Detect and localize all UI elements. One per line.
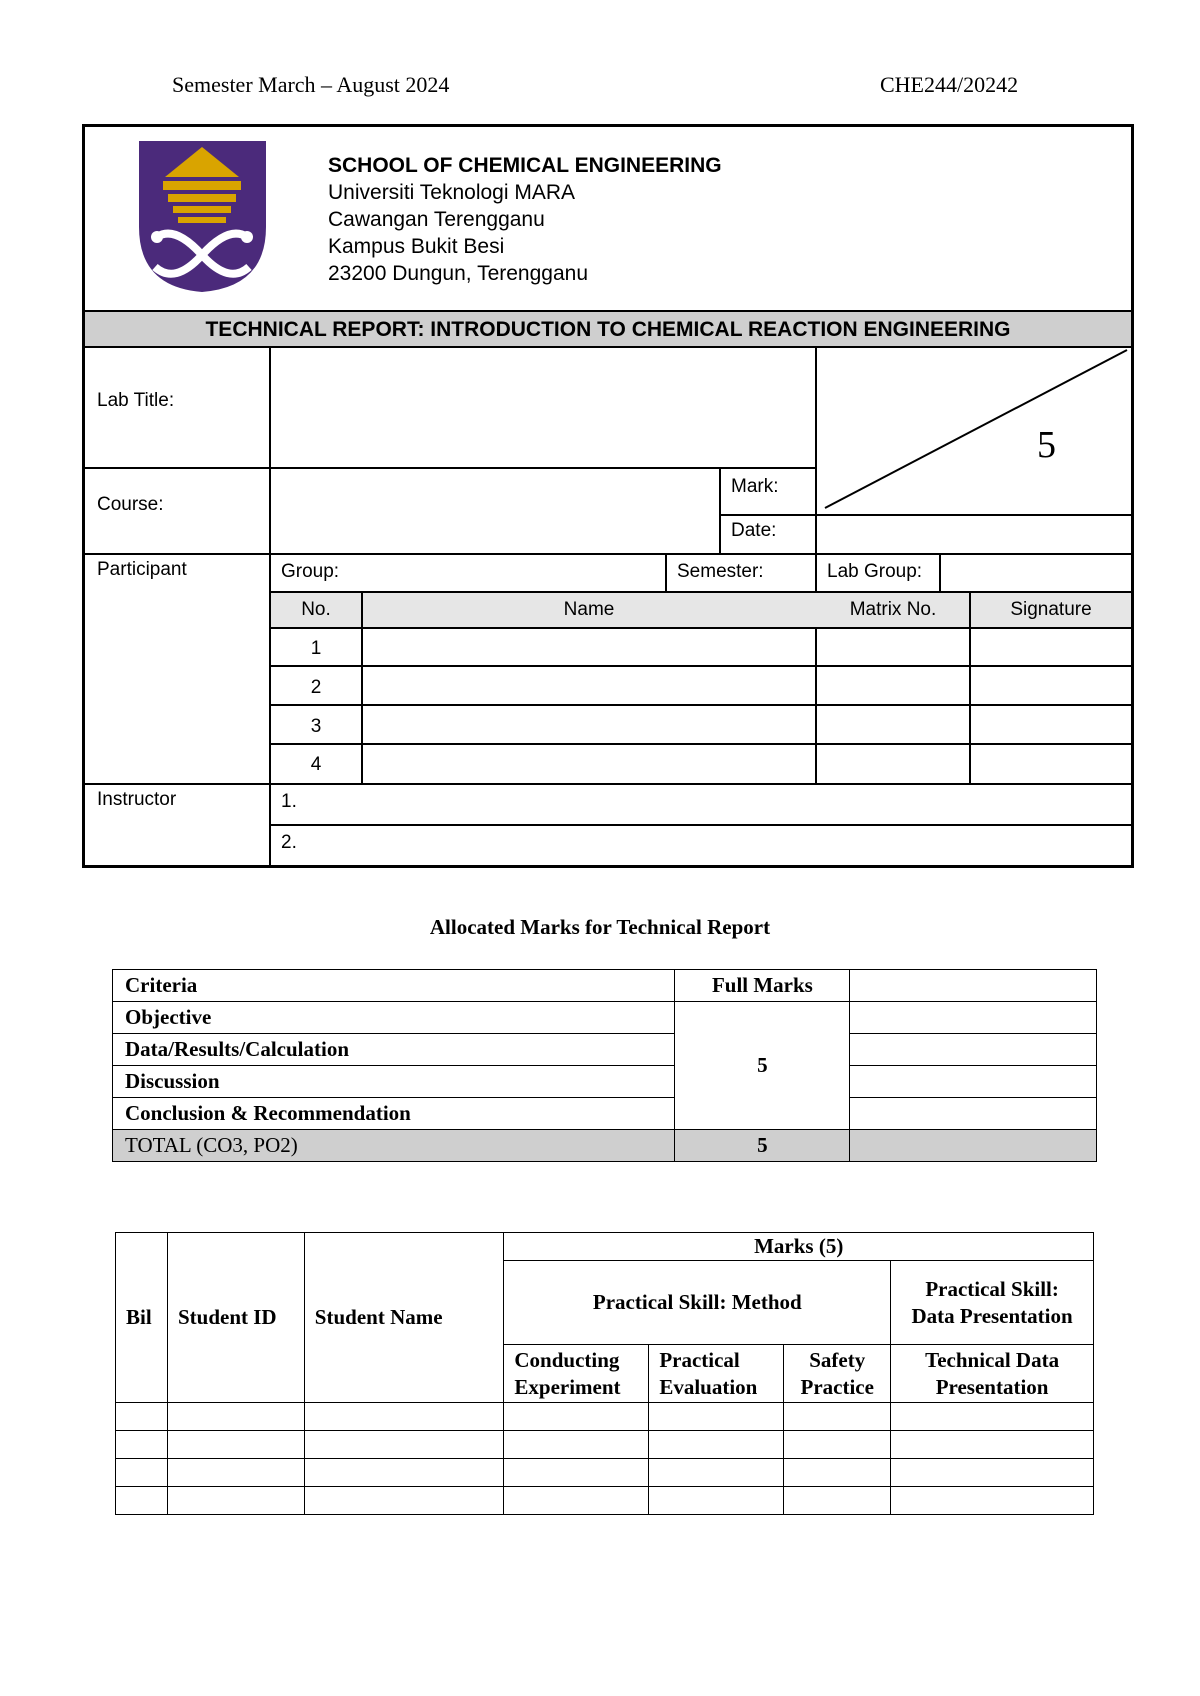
- date-label: Date:: [731, 520, 777, 541]
- cell[interactable]: [116, 1403, 168, 1431]
- criteria-item: Discussion: [113, 1066, 675, 1098]
- criteria-item: Objective: [113, 1002, 675, 1034]
- cell[interactable]: [504, 1487, 649, 1515]
- course-label: Course:: [97, 494, 164, 515]
- semester-label: Semester:: [677, 561, 764, 582]
- cell[interactable]: [784, 1459, 891, 1487]
- lab-group-label: Lab Group:: [827, 561, 923, 582]
- cell[interactable]: [116, 1459, 168, 1487]
- report-title: TECHNICAL REPORT: INTRODUCTION TO CHEMICAL REACTION ENGINEERING: [205, 318, 1011, 341]
- student-name-header: Student Name: [304, 1233, 504, 1403]
- allocated-marks-title: Allocated Marks for Technical Report: [429, 915, 771, 939]
- cell[interactable]: [304, 1459, 504, 1487]
- instructor-2: 2.: [281, 832, 297, 853]
- full-marks-header: Full Marks: [675, 970, 850, 1002]
- safety-practice-header: Safety Practice: [784, 1345, 891, 1403]
- criteria-header: Criteria: [113, 970, 675, 1002]
- score-cell[interactable]: [850, 1002, 1097, 1034]
- cell[interactable]: [784, 1431, 891, 1459]
- school-name: SCHOOL OF CHEMICAL ENGINEERING: [328, 154, 722, 177]
- score-cell[interactable]: [850, 1034, 1097, 1066]
- cell[interactable]: [504, 1403, 649, 1431]
- student-id-header: Student ID: [167, 1233, 304, 1403]
- evaluation-table: [115, 1232, 1094, 1515]
- cell[interactable]: [891, 1403, 1094, 1431]
- lab-group-field[interactable]: [943, 557, 1129, 591]
- cell[interactable]: [304, 1403, 504, 1431]
- mark-total: 5: [1037, 424, 1056, 466]
- participant-row-no: 2: [310, 677, 322, 698]
- total-label: TOTAL (CO3, PO2): [113, 1130, 675, 1162]
- lab-report-form: [82, 124, 1134, 868]
- conducting-experiment-header: Conducting Experiment: [504, 1345, 649, 1403]
- course-code-text: CHE244/20242: [880, 72, 1019, 97]
- cell[interactable]: [116, 1431, 168, 1459]
- score-cell[interactable]: [850, 970, 1097, 1002]
- col-no-header: No.: [301, 599, 331, 620]
- mark-diagonal-line: [817, 348, 1131, 514]
- table-row: [116, 1431, 1094, 1459]
- cell[interactable]: [784, 1487, 891, 1515]
- table-row: [116, 1403, 1094, 1431]
- allocated-marks-table: [112, 969, 1097, 1162]
- cell[interactable]: [167, 1431, 304, 1459]
- criteria-item: Conclusion & Recommendation: [113, 1098, 675, 1130]
- uitm-logo: [135, 137, 270, 295]
- branch-name: Cawangan Terengganu: [328, 208, 545, 231]
- cell[interactable]: [891, 1431, 1094, 1459]
- participant-row-no: 4: [310, 754, 322, 775]
- technical-data-presentation-header: Technical Data Presentation: [891, 1345, 1094, 1403]
- lab-title-field[interactable]: [273, 350, 813, 460]
- score-cell[interactable]: [850, 1098, 1097, 1130]
- cell[interactable]: [167, 1459, 304, 1487]
- cell[interactable]: [116, 1487, 168, 1515]
- mark-label: Mark:: [731, 476, 779, 497]
- cell[interactable]: [891, 1487, 1094, 1515]
- group-label: Group:: [281, 561, 340, 582]
- cell[interactable]: [649, 1431, 784, 1459]
- col-signature-header: Signature: [1010, 599, 1092, 620]
- method-header: Practical Skill: Method: [504, 1261, 891, 1345]
- total-marks: 5: [675, 1130, 850, 1162]
- col-name-header: Name: [563, 599, 615, 620]
- bil-header: Bil: [116, 1233, 168, 1403]
- marks-header: Marks (5): [504, 1233, 1094, 1261]
- data-presentation-header: Practical Skill: Data Presentation: [891, 1261, 1094, 1345]
- participant-label: Participant: [97, 559, 187, 580]
- cell[interactable]: [304, 1487, 504, 1515]
- instructor-label: Instructor: [97, 789, 177, 810]
- cell[interactable]: [167, 1487, 304, 1515]
- criteria-item: Data/Results/Calculation: [113, 1034, 675, 1066]
- col-matrix-header: Matrix No.: [849, 599, 937, 620]
- cell[interactable]: [891, 1459, 1094, 1487]
- address-text: 23200 Dungun, Terengganu: [328, 262, 589, 285]
- participant-row-no: 3: [310, 716, 322, 737]
- practical-evaluation-header: Practical Evaluation: [649, 1345, 784, 1403]
- table-row: [116, 1487, 1094, 1515]
- criteria-full-marks: 5: [675, 1002, 850, 1130]
- university-name: Universiti Teknologi MARA: [328, 181, 576, 204]
- total-score-cell[interactable]: [850, 1130, 1097, 1162]
- date-field[interactable]: [819, 517, 1129, 553]
- table-row: [116, 1459, 1094, 1487]
- cell[interactable]: [649, 1403, 784, 1431]
- cell[interactable]: [784, 1403, 891, 1431]
- semester-text: Semester March – August 2024: [172, 72, 450, 97]
- cell[interactable]: [649, 1487, 784, 1515]
- cell[interactable]: [304, 1431, 504, 1459]
- instructor-1: 1.: [281, 791, 297, 812]
- course-field[interactable]: [273, 471, 713, 551]
- cell[interactable]: [504, 1431, 649, 1459]
- participant-row-no: 1: [310, 638, 322, 659]
- cell[interactable]: [649, 1459, 784, 1487]
- campus-name: Kampus Bukit Besi: [328, 235, 505, 258]
- lab-title-label: Lab Title:: [97, 390, 175, 411]
- score-cell[interactable]: [850, 1066, 1097, 1098]
- cell[interactable]: [167, 1403, 304, 1431]
- cell[interactable]: [504, 1459, 649, 1487]
